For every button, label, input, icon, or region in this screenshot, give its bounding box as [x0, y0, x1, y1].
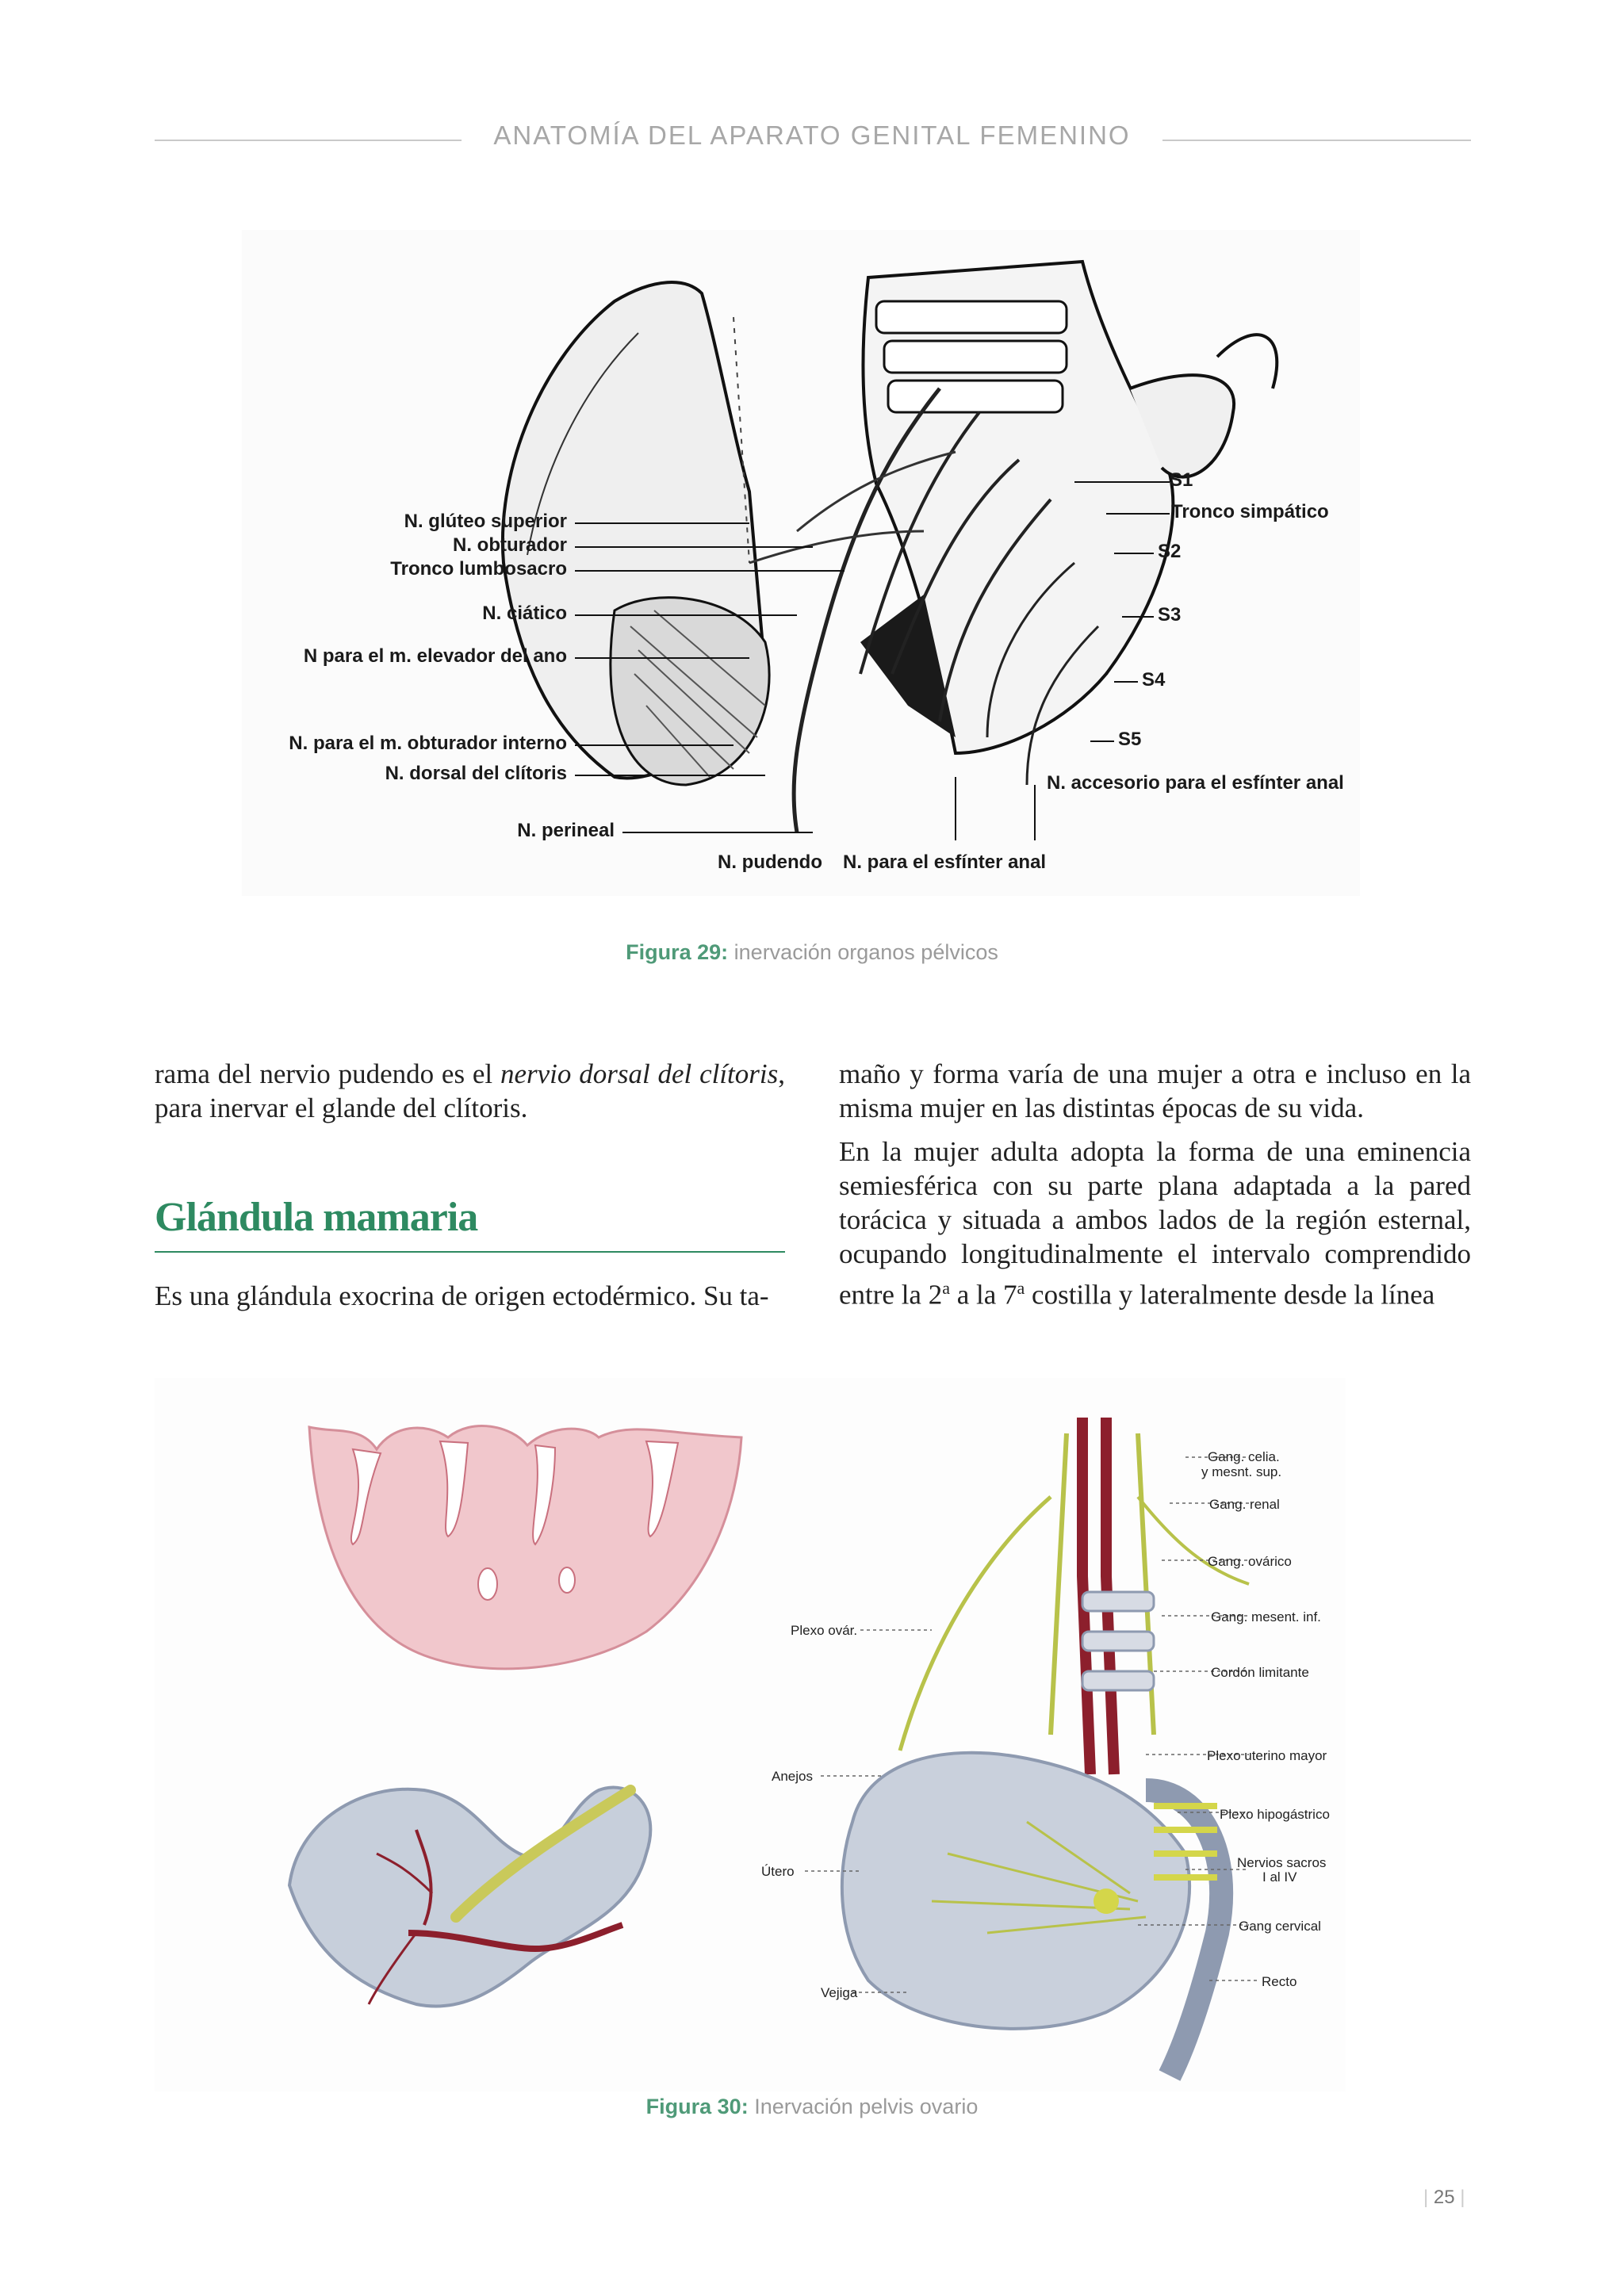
- label-obturador: N. obturador: [453, 534, 567, 556]
- label-nervios-sacros: Nervios sacros: [1237, 1855, 1327, 1870]
- figure-29-image: [242, 230, 1360, 896]
- left-p1-italic: nervio dorsal del clítoris: [500, 1058, 779, 1089]
- label-accesorio-esfinter: N. accesorio para el esfínter anal: [1047, 772, 1344, 794]
- figure-29-caption-text: inervación organos pélvicos: [728, 940, 998, 964]
- label-s1: S1: [1170, 469, 1193, 491]
- page-number-value: 25: [1433, 2187, 1455, 2208]
- label-esfinter-anal: N. para el esfínter anal: [843, 851, 1047, 873]
- right-p2-sup-2: a: [1017, 1278, 1025, 1298]
- label-s4: S4: [1142, 669, 1166, 691]
- label-elevador-ano: N para el m. elevador del ano: [303, 645, 567, 667]
- right-p2-text-b: costilla y lateralmente desde la línea: [1025, 1279, 1435, 1311]
- running-header: [0, 121, 1624, 151]
- label-utero: Útero: [761, 1864, 795, 1879]
- label-pudendo: N. pudendo: [718, 851, 822, 873]
- right-paragraph-2: [839, 1135, 1471, 1312]
- label-plexo-hipogastrico: Plexo hipogástrico: [1220, 1807, 1330, 1822]
- label-i-al-iv: I al IV: [1262, 1869, 1297, 1885]
- left-column-2: [155, 1279, 785, 1322]
- ovary-innervation-illustration: [155, 1378, 1346, 2091]
- label-ciatico: N. ciático: [482, 603, 567, 624]
- page-number: | 25 |: [1423, 2187, 1465, 2208]
- label-gang-cervical: Gang cervical: [1239, 1919, 1321, 1934]
- left-p1-text-b: , para inervar el glande del clítoris.: [155, 1058, 785, 1123]
- right-p2-text-a: En la mujer adulta adopta la forma de una eminencia semiesférica con su parte plana adaptada a la pared torácica y situada a ambos lados de la región esternal, ocupando longitudinalmente el intervalo comprendido entre la 2: [839, 1136, 1471, 1311]
- label-gang-renal: Gang. renal: [1209, 1497, 1280, 1512]
- section-heading: Glándula mamaria: [155, 1195, 478, 1240]
- label-dorsal-clitoris: N. dorsal del clítoris: [385, 763, 567, 784]
- label-s2: S2: [1158, 541, 1182, 562]
- label-s3: S3: [1158, 604, 1182, 626]
- figure-30-number: Figura 30:: [645, 2095, 749, 2118]
- left-paragraph-2: Es una glándula exocrina de origen ectodérmico. Su ta-: [155, 1280, 769, 1311]
- label-plexo-ovar: Plexo ovár.: [791, 1623, 858, 1638]
- figure-30-image: [155, 1378, 1346, 2091]
- label-perineal: N. perineal: [517, 820, 615, 841]
- label-mesnt-sup: y mesnt. sup.: [1201, 1464, 1282, 1479]
- figure-29-number: Figura 29:: [626, 940, 729, 964]
- figure-30-caption-text: Inervación pelvis ovario: [748, 2095, 979, 2118]
- right-p2-text-mid: a la 7: [949, 1279, 1017, 1311]
- label-anejos: Anejos: [772, 1769, 813, 1784]
- label-s5: S5: [1118, 729, 1142, 750]
- label-recto: Recto: [1262, 1974, 1297, 1989]
- label-vejiga: Vejiga: [821, 1985, 858, 2000]
- right-p2-sup-1: a: [942, 1278, 950, 1298]
- label-plexo-uterino-mayor: Plexo uterino mayor: [1207, 1748, 1327, 1763]
- label-gang-ovarico: Gang. ovárico: [1208, 1554, 1292, 1569]
- figure-30-caption: [0, 2095, 1624, 2119]
- section-heading-rule: [155, 1251, 785, 1253]
- figure-29-caption: [0, 940, 1624, 965]
- left-paragraph-1: [155, 1057, 785, 1125]
- running-header-text: ANATOMÍA DEL APARATO GENITAL FEMENINO: [462, 121, 1162, 150]
- left-p1-text-a: rama del nervio pudendo es el: [155, 1058, 500, 1089]
- right-paragraph-1: maño y forma varía de una mujer a otra e incluso en la misma mujer en las distintas épocas de su vida.: [839, 1058, 1471, 1123]
- label-gang-mesent-inf: Gang. mesent. inf.: [1211, 1609, 1321, 1624]
- right-column: [839, 1057, 1471, 1322]
- label-tronco-lumbosacro: Tronco lumbosacro: [390, 558, 567, 580]
- left-column: [155, 1057, 785, 1135]
- label-gang-celia: Gang. celia.: [1208, 1449, 1280, 1464]
- label-cordon-limitante: Cordón limitante: [1211, 1665, 1309, 1680]
- label-tronco-simpatico: Tronco simpático: [1171, 501, 1329, 522]
- label-obturador-interno: N. para el m. obturador interno: [289, 733, 567, 754]
- label-gluteo-superior: N. glúteo superior: [404, 511, 567, 532]
